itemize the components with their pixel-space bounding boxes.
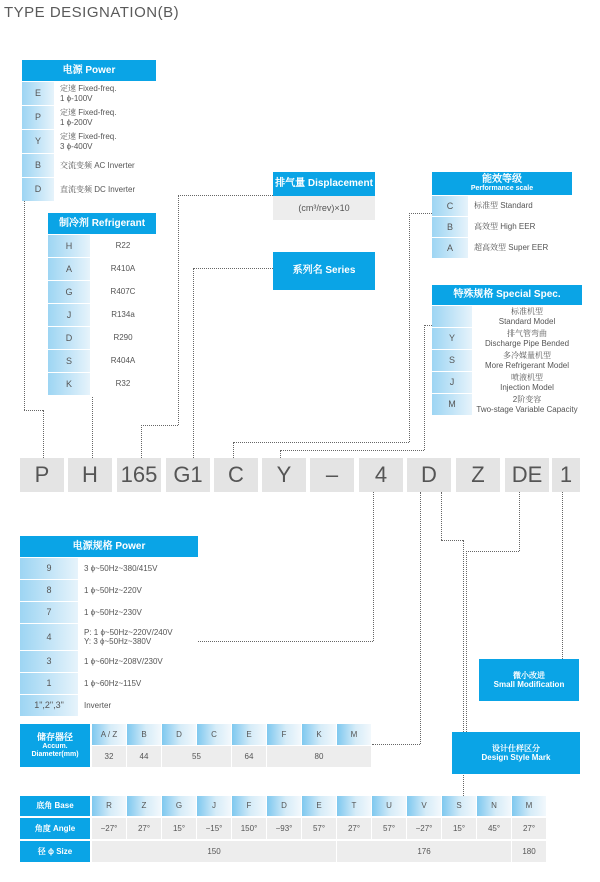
row-code: Y [432,328,472,349]
performance-subtitle: Performance scale [470,185,534,193]
row-code: M [432,394,472,415]
power-spec-row [20,602,198,623]
base-angle: −93° [267,818,301,839]
accum-value: 32 [92,746,126,767]
refrigerant-row [48,350,156,372]
row-desc: R410A [90,258,156,280]
base-code: Z [127,796,161,816]
power-spec-table [20,536,198,716]
row-code: H [48,235,90,257]
row-desc: 1 ϕ~60Hz~208V/230V [78,651,198,672]
model-code-row [20,458,580,492]
row-desc: R134a [90,304,156,326]
code-part: DE [505,458,549,492]
base-angle: 27° [512,818,546,839]
row-code: D [22,178,54,201]
accum-code: A / Z [92,724,126,745]
performance-header [432,172,572,195]
base-code: N [477,796,511,816]
series-label: 系列名 Series [292,265,356,277]
accum-header-cn: 储存器径 [36,732,73,743]
accum-code: K [302,724,336,745]
power-spec-header: 电源规格 Power [20,536,198,557]
angle-label: 角度 Angle [20,818,90,839]
code-part: 4 [359,458,403,492]
power-spec-row [20,673,198,694]
code-part: G1 [166,458,210,492]
refrigerant-row [48,258,156,280]
base-code: F [232,796,266,816]
performance-title: 能效等级 [482,173,522,185]
row-desc: 高效型 High EER [468,217,572,237]
accum-value: 44 [127,746,161,767]
refrigerant-row [48,235,156,257]
base-size: 180 [512,841,546,862]
row-desc: 1 ϕ~50Hz~220V [78,580,198,601]
special-spec-row [432,350,582,371]
special-spec-table [432,285,582,415]
series-box [273,252,375,290]
power-row [22,82,156,105]
base-table [20,796,545,862]
row-code: J [432,372,472,393]
row-desc: 定速 Fixed-freq. 1 ϕ-100V [54,82,156,105]
performance-row [432,217,572,237]
small-modification-box [479,659,579,701]
row-code [432,306,472,327]
row-code: 3 [20,651,78,672]
code-part: – [310,458,354,492]
accum-value: 55 [162,746,231,767]
base-angle: 150° [232,818,266,839]
row-desc: R32 [90,373,156,395]
special-spec-row [432,328,582,349]
row-code: 8 [20,580,78,601]
refrigerant-row [48,373,156,395]
accum-code: E [232,724,266,745]
row-desc: 多冷媒量机型 More Refrigerant Model [472,350,582,371]
design-style-box [452,732,580,774]
row-code: P [22,106,54,129]
code-part: P [20,458,64,492]
row-code: A [432,238,468,258]
special-spec-header: 特殊规格 Special Spec. [432,285,582,305]
base-angle: 27° [127,818,161,839]
row-desc: 标准机型 Standard Model [472,306,582,327]
row-desc: 2阶变容 Two-stage Variable Capacity [472,394,582,415]
base-angle: 57° [302,818,336,839]
row-code: J [48,304,90,326]
row-desc: P: 1 ϕ~50Hz~220V/240V Y: 3 ϕ~50Hz~380V [78,624,198,650]
accum-code: C [197,724,231,745]
base-label: 底角 Base [20,796,90,816]
base-angle: −27° [92,818,126,839]
accum-header [20,724,90,767]
base-angle: −27° [407,818,441,839]
row-desc: 定速 Fixed-freq. 1 ϕ-200V [54,106,156,129]
page-title: TYPE DESIGNATION(B) [4,4,180,21]
row-desc: 1 ϕ~50Hz~230V [78,602,198,623]
row-code: 1",2",3" [20,695,78,716]
refrigerant-row [48,327,156,349]
performance-table [432,172,572,258]
row-desc: 交流变频 AC Inverter [54,154,156,177]
row-code: Y [22,130,54,153]
accum-value: 80 [267,746,371,767]
power-table [22,60,156,201]
row-desc: 排气管弯曲 Discharge Pipe Bended [472,328,582,349]
row-desc: R407C [90,281,156,303]
base-angle: 45° [477,818,511,839]
base-code: G [162,796,196,816]
base-code: S [442,796,476,816]
row-code: K [48,373,90,395]
base-angle: 15° [442,818,476,839]
accum-header-en1: Accum. [42,742,68,750]
base-code: R [92,796,126,816]
row-desc: 超高效型 Super EER [468,238,572,258]
row-code: 7 [20,602,78,623]
base-code: U [372,796,406,816]
power-spec-row [20,558,198,579]
base-code: T [337,796,371,816]
performance-row [432,196,572,216]
displacement-unit: (cm³/rev)×10 [273,196,375,220]
special-spec-row [432,372,582,393]
performance-row [432,238,572,258]
power-row [22,130,156,153]
displacement-header: 排气量 Displacement [273,172,375,196]
small-mod-en: Small Modification [493,680,565,689]
accum-code: M [337,724,371,745]
base-code: J [197,796,231,816]
code-part: H [68,458,112,492]
row-code: B [432,217,468,237]
base-code: V [407,796,441,816]
power-spec-row [20,695,198,716]
base-angle: −15° [197,818,231,839]
row-code: B [22,154,54,177]
code-part: 1 [552,458,580,492]
row-code: S [432,350,472,371]
row-code: A [48,258,90,280]
accum-table [20,724,372,767]
code-part: Z [456,458,500,492]
row-desc: 1 ϕ~60Hz~115V [78,673,198,694]
power-spec-row [20,624,198,650]
row-desc: Inverter [78,695,198,716]
accum-code: B [127,724,161,745]
base-code: D [267,796,301,816]
row-desc: 直流变频 DC Inverter [54,178,156,201]
displacement-box [273,172,375,220]
row-desc: 标准型 Standard [468,196,572,216]
code-part: C [214,458,258,492]
refrigerant-table [48,213,156,395]
base-angle: 27° [337,818,371,839]
row-desc: R290 [90,327,156,349]
row-code: E [22,82,54,105]
row-desc: R404A [90,350,156,372]
row-code: S [48,350,90,372]
refrigerant-row [48,304,156,326]
refrigerant-row [48,281,156,303]
row-code: D [48,327,90,349]
row-code: G [48,281,90,303]
row-desc: 定速 Fixed-freq. 3 ϕ-400V [54,130,156,153]
power-row [22,154,156,177]
base-angle: 15° [162,818,196,839]
base-size: 176 [337,841,511,862]
accum-header-en2: Diameter(mm) [31,750,79,758]
design-style-en: Design Style Mark [481,753,551,762]
design-style-cn: 设计仕样区分 [492,743,540,753]
row-code: 1 [20,673,78,694]
size-label: 径 ϕ Size [20,841,90,862]
row-desc: R22 [90,235,156,257]
row-code: 4 [20,624,78,650]
row-code: 9 [20,558,78,579]
power-header: 电源 Power [22,60,156,81]
power-spec-row [20,651,198,672]
special-spec-row [432,394,582,415]
power-spec-row [20,580,198,601]
base-angle: 57° [372,818,406,839]
base-size: 150 [92,841,336,862]
accum-value: 64 [232,746,266,767]
power-row [22,106,156,129]
row-desc: 3 ϕ~50Hz~380/415V [78,558,198,579]
code-part: D [407,458,451,492]
base-code: M [512,796,546,816]
power-row [22,178,156,201]
refrigerant-header: 制冷剂 Refrigerant [48,213,156,234]
row-code: C [432,196,468,216]
special-spec-row [432,306,582,327]
accum-code: D [162,724,196,745]
base-code: E [302,796,336,816]
code-part: 165 [117,458,161,492]
row-desc: 喷液机型 Injection Model [472,372,582,393]
code-part: Y [262,458,306,492]
accum-code: F [267,724,301,745]
small-mod-cn: 微小改进 [513,670,545,680]
